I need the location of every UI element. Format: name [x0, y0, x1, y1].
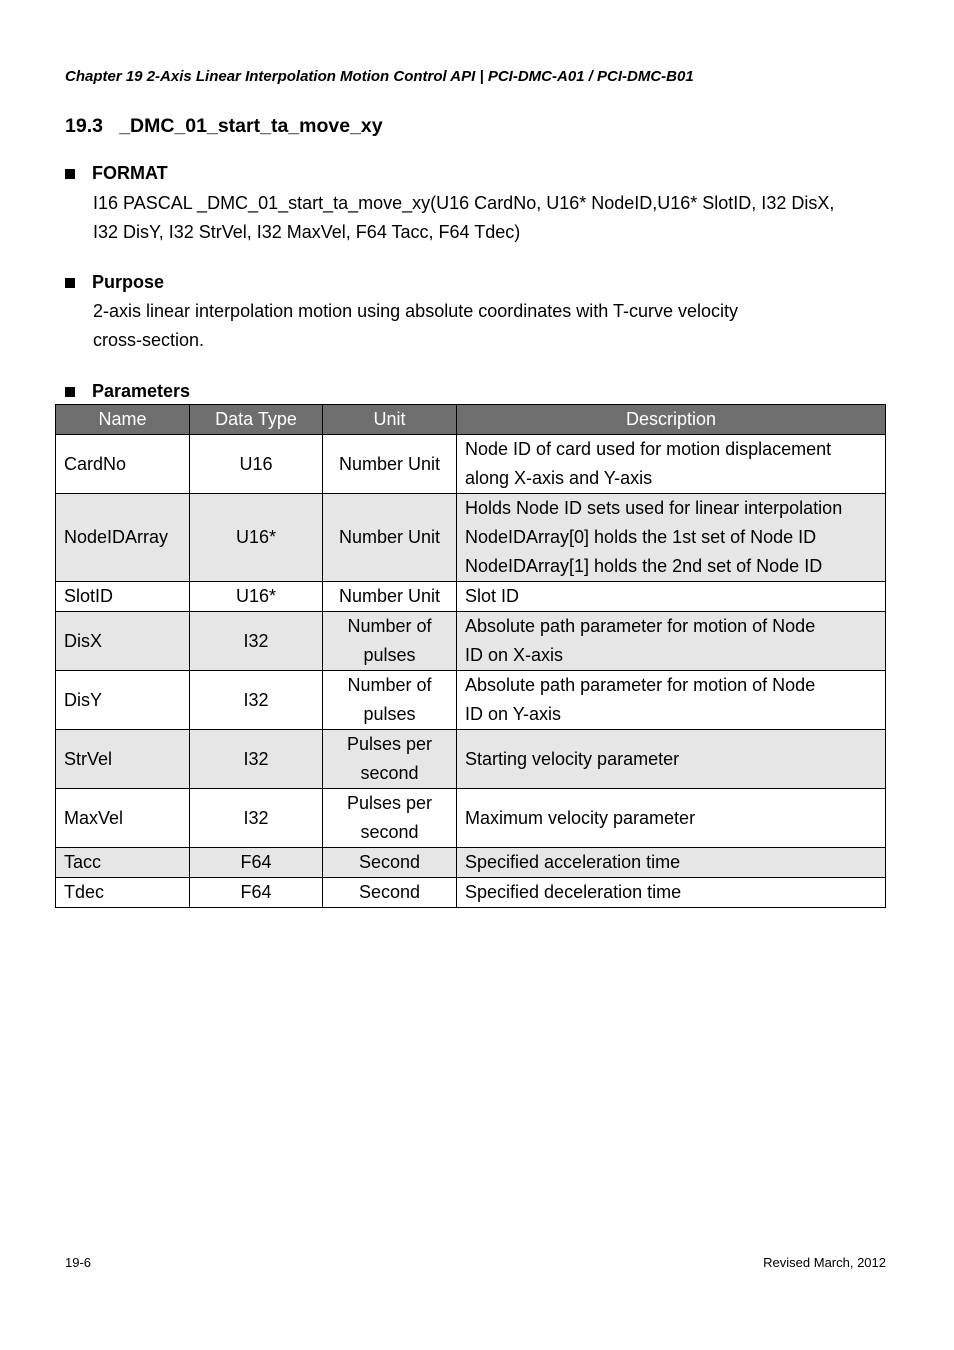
param-type-cell: I32: [190, 612, 323, 671]
param-description-line: ID on Y-axis: [465, 704, 562, 724]
param-description-line: ID on X-axis: [465, 645, 564, 665]
param-description-line: Holds Node ID sets used for linear interpolation: [465, 498, 843, 518]
param-unit-line: pulses: [363, 645, 416, 665]
param-type-cell: I32: [190, 789, 323, 848]
param-unit-line: Pulses per: [346, 793, 433, 813]
param-unit-cell: [323, 878, 457, 908]
param-unit-line: Pulses per: [346, 734, 433, 754]
param-description-line: NodeIDArray[1] holds the 2nd set of Node ID: [465, 556, 823, 576]
param-unit-line: Second: [358, 852, 421, 872]
param-unit-line: Number of: [347, 675, 432, 695]
table-row: [56, 435, 886, 494]
table-row: [56, 671, 886, 730]
purpose-line: cross-section.: [93, 330, 205, 350]
param-unit-cell: [323, 582, 457, 612]
param-type-cell: F64: [190, 878, 323, 908]
param-unit-line: Second: [358, 882, 421, 902]
square-bullet-icon: [65, 278, 75, 288]
column-header-description: Description: [457, 405, 886, 435]
purpose-line: 2-axis linear interpolation motion using absolute coordinates with T-curve velocity: [93, 301, 739, 321]
param-unit-line: Number Unit: [338, 586, 441, 606]
table-row: [56, 494, 886, 582]
param-type-cell: U16*: [190, 582, 323, 612]
format-signature: [93, 189, 834, 247]
table-row: [56, 730, 886, 789]
param-type-cell: I32: [190, 671, 323, 730]
param-type-cell: I32: [190, 730, 323, 789]
param-description-line: NodeIDArray[0] holds the 1st set of Node ID: [465, 527, 817, 547]
param-description-cell: [457, 671, 886, 730]
param-unit-cell: [323, 789, 457, 848]
param-description-cell: [457, 494, 886, 582]
param-unit-cell: [323, 671, 457, 730]
format-heading: [65, 163, 168, 184]
column-header-type: Data Type: [190, 405, 323, 435]
param-description-line: Specified acceleration time: [465, 852, 681, 872]
param-description-line: Maximum velocity parameter: [465, 807, 696, 828]
param-unit-line: Number Unit: [338, 453, 441, 474]
format-heading-label: FORMAT: [92, 163, 168, 183]
param-name-cell: SlotID: [56, 582, 190, 612]
param-unit-line: Number of: [347, 616, 432, 636]
param-description-line: Absolute path parameter for motion of Node: [465, 675, 816, 695]
param-description-line: Absolute path parameter for motion of Node: [465, 616, 816, 636]
param-description-cell: [457, 435, 886, 494]
param-name-cell: Tacc: [56, 848, 190, 878]
param-unit-cell: [323, 612, 457, 671]
table-row: [56, 582, 886, 612]
param-description-cell: [457, 582, 886, 612]
param-unit-line: Number Unit: [338, 527, 441, 547]
square-bullet-icon: [65, 169, 75, 179]
purpose-heading: [65, 272, 164, 293]
revision-date: Revised March, 2012: [763, 1255, 886, 1270]
param-description-line: Specified deceleration time: [465, 882, 682, 902]
param-unit-cell: [323, 848, 457, 878]
column-header-name: Name: [56, 405, 190, 435]
column-header-unit: Unit: [323, 405, 457, 435]
square-bullet-icon: [65, 387, 75, 397]
param-description-cell: [457, 730, 886, 789]
param-type-cell: U16*: [190, 494, 323, 582]
table-row: [56, 878, 886, 908]
table-body: [56, 435, 886, 908]
param-unit-line: pulses: [363, 704, 416, 724]
param-description-cell: [457, 878, 886, 908]
param-description-line: Starting velocity parameter: [465, 748, 680, 769]
parameters-table: [55, 404, 886, 908]
param-unit-line: second: [360, 822, 419, 842]
param-unit-cell: [323, 494, 457, 582]
param-name-cell: NodeIDArray: [56, 494, 190, 582]
param-unit-cell: [323, 730, 457, 789]
purpose-heading-label: Purpose: [92, 272, 165, 292]
param-unit-cell: [323, 435, 457, 494]
purpose-text: [93, 297, 738, 355]
format-line: I16 PASCAL _DMC_01_start_ta_move_xy(U16 CardNo, U16* NodeID,U16* SlotID, I32 DisX,: [93, 193, 835, 213]
param-type-cell: U16: [190, 435, 323, 494]
chapter-header: Chapter 19 2-Axis Linear Interpolation Motion Control API | PCI-DMC-A01 / PCI-DMC-B01: [65, 68, 694, 85]
param-description-cell: [457, 612, 886, 671]
param-name-cell: CardNo: [56, 435, 190, 494]
format-line: I32 DisY, I32 StrVel, I32 MaxVel, F64 Tacc, F64 Tdec): [93, 222, 521, 242]
param-description-cell: [457, 848, 886, 878]
page-number: 19-6: [65, 1255, 92, 1270]
table-header-row: [56, 405, 886, 435]
param-description-cell: [457, 789, 886, 848]
param-description-line: Slot ID: [465, 586, 520, 606]
table-row: [56, 612, 886, 671]
param-type-cell: F64: [190, 848, 323, 878]
param-description-line: Node ID of card used for motion displacement: [465, 439, 832, 459]
section-title: 19.3 _DMC_01_start_ta_move_xy: [65, 115, 383, 137]
param-name-cell: DisX: [56, 612, 190, 671]
table-row: [56, 848, 886, 878]
param-name-cell: StrVel: [56, 730, 190, 789]
param-unit-line: second: [360, 763, 419, 783]
parameters-heading: [65, 381, 190, 402]
parameters-heading-label: Parameters: [92, 381, 191, 401]
param-name-cell: DisY: [56, 671, 190, 730]
param-name-cell: MaxVel: [56, 789, 190, 848]
table-row: [56, 789, 886, 848]
param-description-line: along X-axis and Y-axis: [465, 468, 653, 488]
param-name-cell: Tdec: [56, 878, 190, 908]
